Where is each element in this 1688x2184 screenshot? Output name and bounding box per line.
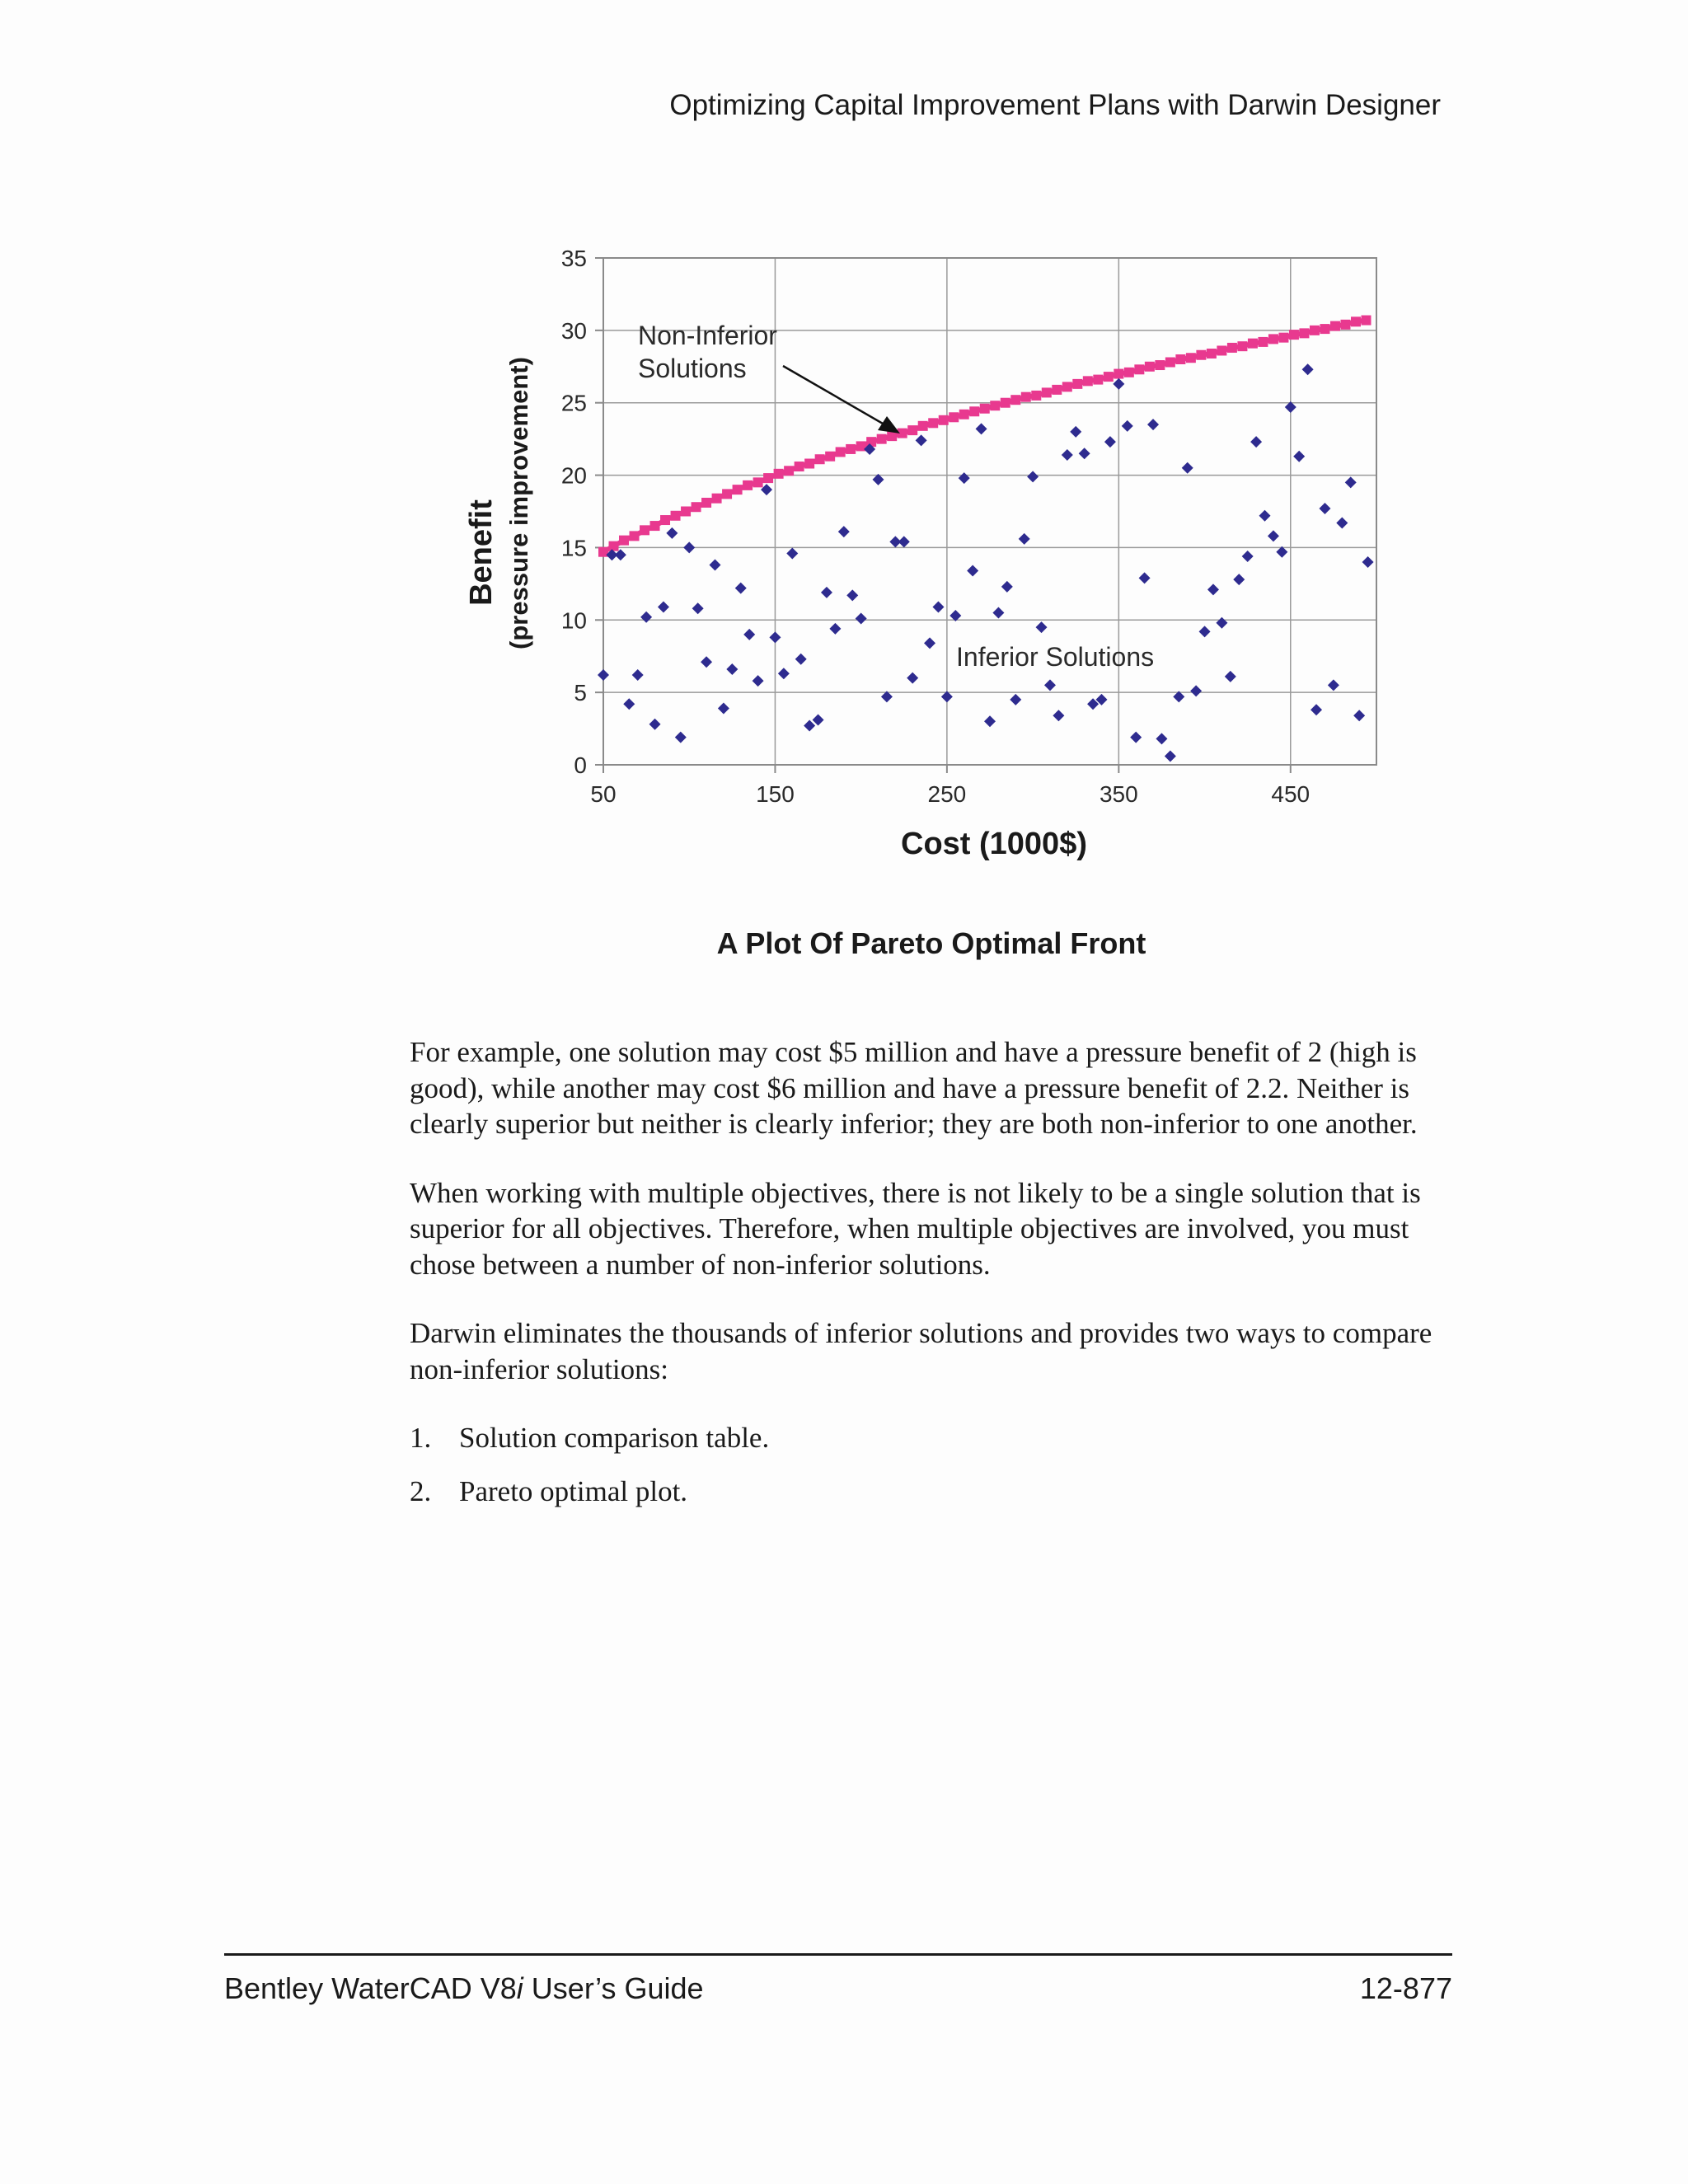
- inferior-solution-point: [753, 675, 764, 687]
- inferior-solution-point: [666, 527, 678, 539]
- inferior-solution-point: [1328, 679, 1339, 691]
- pareto-front-point: [1289, 330, 1299, 340]
- pareto-front-point: [722, 489, 732, 499]
- footer-page-number: 12-877: [1359, 1971, 1452, 2005]
- pareto-front-point: [980, 404, 990, 414]
- x-tick-label: 450: [1271, 781, 1311, 807]
- footer-product-suffix: User’s Guide: [523, 1971, 704, 2005]
- pareto-front-point: [877, 434, 887, 444]
- pareto-front-point: [1351, 316, 1361, 326]
- inferior-solution-point: [1293, 451, 1305, 462]
- pareto-front-point: [928, 418, 938, 428]
- inferior-solution-point: [992, 607, 1004, 619]
- pareto-front-point: [743, 480, 753, 490]
- running-header: Optimizing Capital Improvement Plans with Darwin Designer: [669, 89, 1441, 121]
- inferior-solution-point: [1036, 621, 1048, 633]
- pareto-front-point: [795, 462, 804, 471]
- pareto-front-point: [671, 511, 681, 521]
- inferior-solution-point: [1353, 710, 1365, 721]
- footer-product-italic: i: [516, 1971, 523, 2005]
- list-text: Solution comparison table.: [459, 1422, 770, 1454]
- inferior-solution-point: [675, 732, 687, 743]
- list-item: [410, 1474, 1452, 1510]
- inferior-solution-point: [1010, 694, 1021, 705]
- inferior-solution-point: [1027, 471, 1039, 482]
- annotation-inferior: Inferior Solutions: [956, 642, 1155, 672]
- pareto-front-point: [949, 412, 959, 422]
- inferior-solution-point: [976, 423, 987, 434]
- pareto-front-point: [1114, 369, 1123, 379]
- y-tick-label: 0: [574, 752, 587, 778]
- inferior-solution-point: [1242, 551, 1254, 562]
- inferior-solution-point: [838, 526, 850, 537]
- pareto-front-point: [1175, 354, 1185, 364]
- annotation-noninferior-line1: Non-Inferior: [638, 321, 777, 350]
- inferior-solution-point: [1053, 710, 1064, 721]
- list-number: 2.: [410, 1474, 432, 1507]
- pareto-front-point: [815, 454, 825, 464]
- pareto-front-point: [1093, 375, 1103, 385]
- y-tick-label: 30: [560, 317, 587, 344]
- inferior-solution-point: [640, 612, 652, 623]
- inferior-solution-point: [829, 623, 841, 635]
- pareto-front-point: [1155, 360, 1165, 370]
- body-text: [410, 1034, 1452, 1526]
- pareto-front-point: [959, 410, 969, 419]
- footer-product-prefix: Bentley WaterCAD V8: [224, 1971, 517, 2005]
- inferior-solution-point: [1182, 462, 1193, 474]
- inferior-solution-point: [778, 668, 790, 679]
- y-tick-label: 5: [574, 680, 587, 706]
- inferior-solution-point: [1302, 363, 1314, 375]
- pareto-front-point: [753, 477, 763, 487]
- pareto-front-point: [1248, 339, 1258, 349]
- pareto-front-point: [1268, 334, 1278, 344]
- inferior-solution-point: [1268, 530, 1279, 541]
- inferior-solution-point: [1079, 448, 1090, 459]
- inferior-solution-point: [959, 472, 970, 484]
- pareto-front-point: [1258, 337, 1268, 347]
- inferior-solution-point: [649, 719, 661, 730]
- inferior-solution-point: [1001, 581, 1013, 593]
- pareto-front-point: [1001, 398, 1010, 408]
- pareto-front-point: [918, 421, 928, 431]
- inferior-solution-point: [1207, 583, 1219, 595]
- pareto-front-point: [1237, 341, 1247, 351]
- y-tick-label: 15: [560, 535, 587, 561]
- inferior-solution-point: [1113, 378, 1124, 390]
- inferior-solution-point: [924, 637, 935, 649]
- inferior-solution-point: [726, 663, 738, 675]
- inferior-solution-point: [804, 720, 815, 732]
- y-tick-labels: [561, 246, 603, 778]
- pareto-front-point: [1010, 395, 1020, 405]
- inferior-solution-point: [1216, 617, 1227, 629]
- list-text: Pareto optimal plot.: [459, 1474, 688, 1507]
- paragraph: When working with multiple objectives, there is not likely to be a single solution that is superior for all objectives. Therefore, when multiple objectives are involved, you must chose between a number of non-inferior solutions.: [410, 1176, 1421, 1281]
- pareto-front-point: [1134, 364, 1144, 374]
- footer-rule: [224, 1953, 1452, 1956]
- pareto-front-point: [692, 502, 701, 512]
- inferior-solution-point: [1044, 679, 1056, 691]
- inferior-solution-point: [1104, 436, 1116, 448]
- inferior-solution-point: [1233, 574, 1245, 585]
- inferior-solution-point: [916, 434, 927, 446]
- inferior-solution-point: [786, 547, 798, 559]
- x-tick-labels: [590, 765, 1310, 807]
- pareto-front-point: [969, 406, 979, 416]
- inferior-solution-point: [709, 560, 720, 571]
- pareto-front-point: [630, 531, 640, 541]
- pareto-front-point: [640, 525, 649, 535]
- pareto-front-point: [701, 498, 711, 508]
- pareto-front-point: [1310, 326, 1320, 335]
- inferior-solution-point: [1199, 626, 1211, 637]
- inferior-solution-point: [813, 715, 824, 726]
- inferior-solution-point: [967, 565, 978, 577]
- inferior-solution-point: [1190, 685, 1202, 696]
- inferior-solution-point: [683, 541, 695, 553]
- pareto-front-point: [1104, 372, 1114, 382]
- pareto-front-point: [681, 507, 691, 517]
- inferior-solution-point: [1019, 533, 1030, 545]
- inferior-solution-point: [692, 602, 704, 614]
- y-tick-label: 20: [560, 462, 587, 489]
- x-axis-label: Cost (1000$): [901, 827, 1087, 861]
- annotation-arrowhead: [878, 416, 900, 434]
- y-axis-sublabel: (pressure improvement): [504, 357, 533, 649]
- inferior-solution-point: [701, 656, 712, 668]
- pareto-front-point: [763, 473, 773, 483]
- pareto-front-point: [1062, 382, 1072, 391]
- inferior-solution-point: [1362, 556, 1374, 568]
- inferior-solution-point: [735, 583, 747, 594]
- inferior-solution-point: [718, 702, 729, 714]
- inferior-solution-point: [821, 587, 832, 598]
- pareto-front-point: [609, 541, 619, 551]
- x-tick-label: 150: [756, 781, 795, 807]
- pareto-front-point: [1124, 368, 1134, 377]
- pareto-front-point: [1330, 321, 1340, 331]
- pareto-front-point: [1021, 392, 1031, 402]
- pareto-front-point: [1186, 353, 1196, 363]
- pareto-front-point: [1340, 320, 1350, 330]
- y-tick-label: 25: [560, 390, 587, 416]
- list-number: 1.: [410, 1422, 432, 1454]
- annotation-arrow: [783, 366, 889, 427]
- inferior-solution-point: [846, 589, 858, 601]
- pareto-front-point: [907, 425, 917, 435]
- paragraph: For example, one solution may cost $5 million and have a pressure benefit of 2 (high is good), while another may cost $6 million and have a pressure benefit of 2.2. Neither is clearly superior but neither is clearly inferior; they are both non-inferior to one another.: [410, 1036, 1418, 1140]
- inferior-solution-point: [932, 601, 944, 612]
- list-item: [410, 1420, 1452, 1456]
- inferior-solution-point: [1070, 426, 1081, 438]
- pareto-front-point: [1072, 379, 1082, 389]
- pareto-front-point: [1217, 345, 1226, 355]
- y-tick-label: 10: [560, 607, 587, 634]
- pareto-front-point: [784, 466, 794, 476]
- y-tick-label: 35: [560, 246, 587, 271]
- inferior-solution-point: [1259, 510, 1271, 522]
- pareto-front-point: [1227, 343, 1237, 353]
- y-axis-label: Benefit: [464, 499, 499, 606]
- pareto-front-point: [660, 515, 670, 525]
- pareto-front-point: [1299, 328, 1309, 338]
- pareto-chart: [0, 0, 1688, 907]
- inferior-solution-point: [1122, 420, 1133, 432]
- inferior-solution-point: [907, 673, 918, 684]
- pareto-front-point: [804, 459, 814, 469]
- pareto-front-point: [1278, 333, 1288, 343]
- pareto-front-point: [1145, 362, 1155, 372]
- pareto-front-point: [990, 401, 1000, 410]
- x-tick-label: 250: [927, 781, 967, 807]
- inferior-solution-point: [632, 669, 644, 681]
- inferior-solution-point: [795, 654, 807, 665]
- annotation-noninferior-line2: Solutions: [638, 354, 747, 383]
- inferior-solution-point: [1062, 449, 1073, 461]
- inferior-solution-point: [658, 601, 669, 612]
- inferior-solution-point: [769, 631, 781, 643]
- inferior-solution-point: [1311, 704, 1322, 715]
- x-tick-label: 50: [590, 781, 617, 807]
- inferior-solution-point: [898, 536, 910, 547]
- inferior-solution-point: [623, 698, 635, 710]
- figure-caption: A Plot Of Pareto Optimal Front: [716, 926, 1146, 960]
- pareto-front-point: [825, 452, 835, 462]
- pareto-front-point: [619, 536, 629, 546]
- inferior-solution-point: [1139, 572, 1151, 583]
- inferior-solution-point: [1319, 503, 1330, 514]
- paragraph: Darwin eliminates the thousands of inferior solutions and provides two ways to compare non-inferior solutions:: [410, 1317, 1432, 1385]
- inferior-solution-point: [1345, 476, 1357, 488]
- numbered-list: [410, 1420, 1452, 1509]
- pareto-front-point: [774, 469, 784, 479]
- inferior-solution-point: [1225, 671, 1236, 682]
- pareto-front-point: [1031, 391, 1041, 401]
- inferior-solution-point: [743, 629, 755, 640]
- x-tick-label: 350: [1099, 781, 1138, 807]
- inferior-solution-point: [1250, 436, 1262, 448]
- pareto-front-point: [1361, 316, 1371, 326]
- inferior-solution-point: [856, 613, 867, 625]
- pareto-front-point: [1165, 358, 1175, 368]
- inferior-solution-point: [1147, 419, 1159, 430]
- pareto-front-point: [939, 415, 949, 425]
- inferior-solution-point: [1156, 733, 1167, 744]
- inferior-solution-point: [984, 715, 996, 727]
- pareto-front-point: [1196, 350, 1206, 360]
- pareto-front-point: [836, 447, 846, 457]
- inferior-solution-point: [1336, 518, 1348, 529]
- pareto-front-point: [712, 494, 722, 504]
- pareto-front-point: [1320, 324, 1329, 334]
- pareto-front-point: [1042, 387, 1052, 397]
- inferior-solution-point: [598, 669, 609, 681]
- pareto-front-point: [1052, 385, 1062, 395]
- pareto-front-point: [650, 521, 660, 531]
- inferior-solution-point: [1130, 732, 1142, 743]
- pareto-front-point: [733, 485, 743, 494]
- pareto-front-point: [846, 444, 856, 454]
- footer-product-title: [224, 1971, 704, 2006]
- pareto-front-point: [1083, 376, 1093, 386]
- inferior-solution-point: [1165, 750, 1176, 762]
- pareto-front-point: [1207, 349, 1217, 359]
